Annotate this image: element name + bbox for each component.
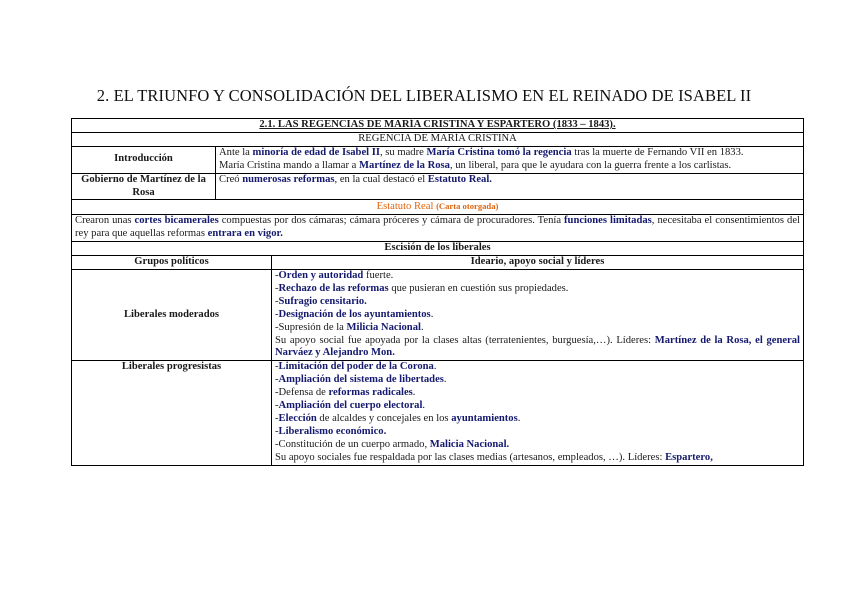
- progresistas-row: [72, 361, 804, 465]
- moderados-label: Liberales moderados: [72, 269, 272, 360]
- list-item: -Elección de alcaldes y concejales en los ayuntamientos.: [275, 412, 521, 424]
- estatuto-heading: Estatuto Real (Carta otorgada): [72, 200, 804, 215]
- progresistas-label: Liberales progresistas: [72, 361, 272, 465]
- page-title: 2. EL TRIUNFO Y CONSOLIDACIÓN DEL LIBERALISMO EN EL REINADO DE ISABEL II: [96, 86, 752, 105]
- list-item: -Orden y autoridad fuerte.: [275, 269, 394, 281]
- introduccion-text: [216, 146, 804, 173]
- regencia-heading-row: [72, 132, 804, 146]
- introduccion-row: [72, 146, 804, 173]
- gobierno-text: Creó numerosas reformas, en la cual destacó el Estatuto Real.: [216, 173, 804, 200]
- moderados-text: [272, 269, 804, 360]
- estatuto-row: [72, 215, 804, 242]
- estatuto-heading-row: [72, 200, 804, 215]
- progresistas-text: [272, 361, 804, 465]
- list-item: -Ampliación del cuerpo electoral.: [275, 400, 426, 412]
- column-grupos: Grupos políticos: [72, 256, 272, 270]
- list-item: -Limitación del poder de la Corona.: [275, 361, 437, 373]
- column-ideario: Ideario, apoyo social y líderes: [272, 256, 804, 270]
- list-item: -Designación de los ayuntamientos.: [275, 308, 434, 320]
- introduccion-label: Introducción: [72, 146, 216, 173]
- regencia-heading: REGENCIA DE MARÍA CRISTINA: [72, 132, 804, 146]
- list-item: -Defensa de reformas radicales.: [275, 387, 416, 399]
- introduccion-p1: Ante la minoría de edad de Isabel II, su madre María Cristina tomó la regencia tras la muerte de Fernando VII en 1833.: [219, 146, 744, 158]
- escision-heading-row: [72, 242, 804, 256]
- list-item: -Rechazo de las reformas que pusieran en cuestión sus propiedades.: [275, 282, 569, 294]
- list-item: -Liberalismo económico.: [275, 425, 387, 437]
- escision-columns-row: [72, 256, 804, 270]
- estatuto-note: (Carta otorgada): [436, 201, 499, 212]
- gobierno-label: Gobierno de Martínez de la Rosa: [72, 173, 216, 200]
- gobierno-row: [72, 173, 804, 200]
- escision-heading: Escisión de los liberales: [72, 242, 804, 256]
- list-item: -Constitución de un cuerpo armado, Malicia Nacional.: [275, 438, 510, 450]
- history-table: [71, 118, 804, 466]
- list-item: -Supresión de la Milicia Nacional.: [275, 321, 424, 333]
- moderados-row: [72, 269, 804, 360]
- list-item: -Ampliación del sistema de libertades.: [275, 374, 447, 386]
- moderados-support: Su apoyo social fue apoyada por la clases altas (terratenientes, burguesía,…). Líderes: Martínez de la Rosa, el general Narváez y Alejandro Mon.: [275, 334, 801, 359]
- introduccion-p2: María Cristina mando a llamar a Martínez de la Rosa, un liberal, para que le ayudara con la guerra frente a los carlistas.: [219, 159, 732, 171]
- section-heading: 2.1. LAS REGENCIAS DE MARÍA CRISTINA Y ESPARTERO (1833 – 1843).: [72, 119, 804, 133]
- progresistas-support: Su apoyo sociales fue respaldada por las clases medias (artesanos, empleados, …). Líderes: Espartero,: [275, 451, 713, 463]
- section-heading-row: [72, 119, 804, 133]
- list-item: -Sufragio censitario.: [275, 295, 367, 307]
- estatuto-text: Crearon unas cortes bicamerales compuestas por dos cámaras; cámara próceres y cámara de procuradores. Tenía funciones limitadas, necesitaba el consentimientos del rey para que aquellas reformas entrara en vigor.: [72, 215, 804, 242]
